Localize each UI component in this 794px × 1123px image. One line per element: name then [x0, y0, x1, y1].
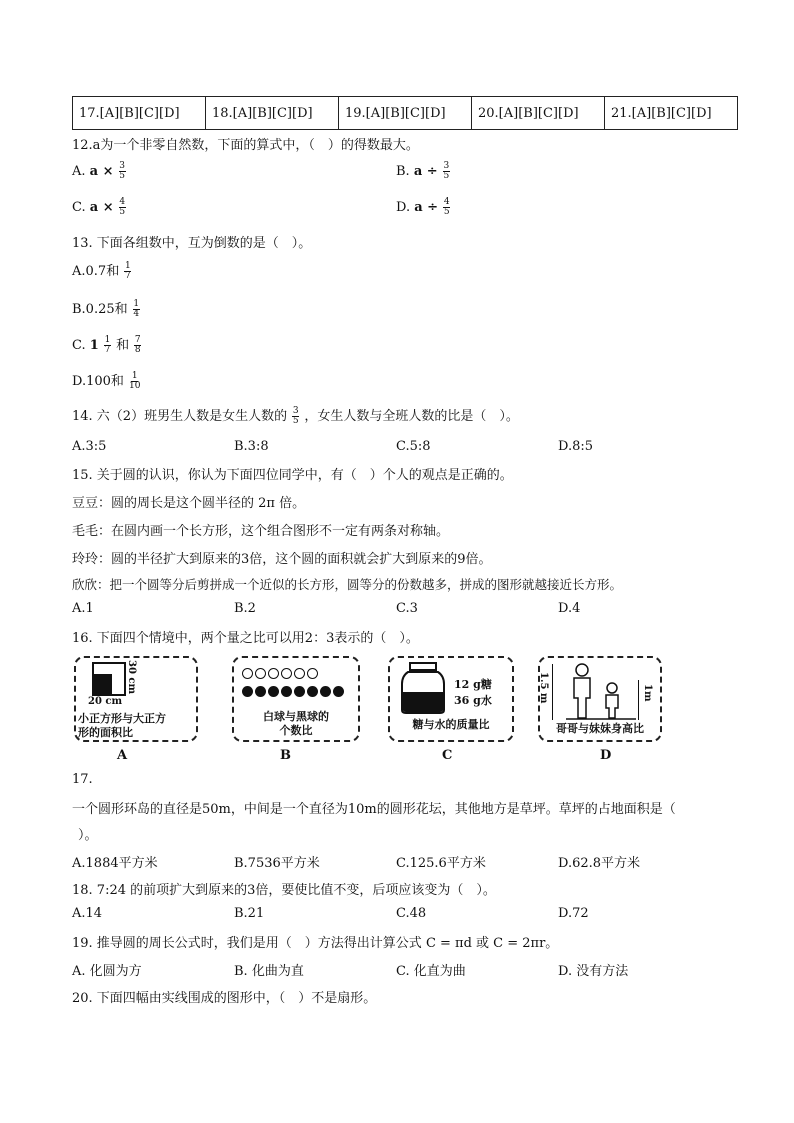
numerator: 3: [119, 161, 125, 171]
option-text: 和: [116, 338, 130, 353]
q18-stem: 18. 7:24 的前项扩大到原来的3倍，要使比值不变，后项应该变为（ ）。: [72, 883, 496, 898]
denominator: 5: [443, 207, 450, 217]
caption-line: 形的面积比: [78, 726, 133, 739]
q15-stem: 15. 关于圆的认识，你认为下面四位同学中，有（ ）个人的观点是正确的。: [72, 468, 513, 483]
option-text: B.0.25和: [72, 302, 128, 317]
height-line: [638, 680, 639, 720]
q15-option-a[interactable]: A.1: [72, 601, 94, 616]
height-label-sister: 1m: [642, 684, 653, 702]
numerator: 3: [443, 161, 450, 171]
q18-option-b[interactable]: B.21: [234, 906, 265, 921]
q13-option-d[interactable]: [72, 370, 142, 391]
scene-label-b: B: [280, 748, 291, 763]
scene-a-squares[interactable]: [74, 656, 198, 742]
fraction: [443, 198, 450, 217]
denominator: 10: [129, 381, 141, 391]
fraction: [292, 407, 299, 426]
q14-option-a[interactable]: A.3:5: [72, 439, 107, 454]
q16-stem: 16. 下面四个情境中，两个量之比可以用2：3表示的（ ）。: [72, 631, 419, 646]
answer-cell[interactable]: 18.[A][B][C][D]: [206, 97, 339, 130]
scene-label-a: A: [117, 748, 128, 763]
height-label: 30 cm: [126, 660, 137, 695]
option-expr: a ÷: [413, 164, 438, 179]
width-label: 20 cm: [88, 696, 123, 707]
option-expr: a ÷: [414, 200, 439, 215]
q20-stem: 20. 下面四幅由实线围成的图形中，（ ）不是扇形。: [72, 991, 377, 1006]
q12-option-d[interactable]: [396, 198, 451, 217]
sugar-label: 12 g糖: [454, 678, 492, 691]
mixed-whole: 1: [89, 338, 99, 353]
q17-stem: 一个圆形环岛的直径是50m，中间是一个直径为10m的圆形花坛，其他地方是草坪。草坪的占地面积是（: [72, 802, 676, 817]
scene-label-d: D: [600, 748, 612, 763]
denominator: 5: [119, 207, 126, 217]
q12-option-c[interactable]: [72, 198, 127, 217]
numerator: 1: [131, 371, 138, 381]
q17-option-a[interactable]: A.1884平方米: [72, 856, 158, 871]
q18-option-c[interactable]: C.48: [396, 906, 427, 921]
q19-option-d[interactable]: D. 没有方法: [558, 964, 629, 979]
numerator: 4: [443, 197, 450, 207]
q14-option-c[interactable]: C.5:8: [396, 439, 431, 454]
fraction: [104, 336, 111, 355]
q17-number: 17.: [72, 772, 93, 787]
fraction: [119, 198, 126, 217]
answer-cell[interactable]: 19.[A][B][C][D]: [339, 97, 472, 130]
q14-stem: [72, 405, 519, 426]
denominator: 5: [443, 171, 450, 181]
fraction: [119, 162, 126, 181]
numerator: 3: [292, 406, 299, 416]
q15-option-d[interactable]: D.4: [558, 601, 581, 616]
scene-c-jar[interactable]: [388, 656, 514, 742]
numerator: 4: [119, 197, 126, 207]
option-prefix: B.: [396, 164, 414, 179]
scene-label-c: C: [442, 748, 453, 763]
q19-option-b[interactable]: B. 化曲为直: [234, 964, 304, 979]
denominator: 7: [104, 345, 111, 355]
scene-b-balls[interactable]: [232, 656, 360, 742]
q15-statement: 玲玲：圆的半径扩大到原来的3倍，这个圆的面积就会扩大到原来的9倍。: [72, 552, 492, 567]
q18-option-d[interactable]: D.72: [558, 906, 589, 921]
numerator: 7: [134, 335, 141, 345]
denominator: 8: [134, 345, 141, 355]
option-expr: a ×: [89, 164, 114, 179]
numerator: 1: [124, 261, 131, 271]
q19-stem: 19. 推导圆的周长公式时，我们是用（ ）方法得出计算公式 C = πd 或 C = 2πr。: [72, 936, 559, 951]
water-label: 36 g水: [454, 694, 492, 707]
denominator: 5: [292, 416, 299, 426]
q15-statement: 毛毛：在圆内画一个长方形，这个组合图形不一定有两条对称轴。: [72, 524, 450, 539]
caption-line: 小正方形与大正方: [78, 712, 166, 725]
fraction: [129, 372, 140, 391]
answer-sheet-table: [72, 96, 738, 130]
q12-option-b[interactable]: [396, 162, 451, 181]
q14-option-d[interactable]: D.8:5: [558, 439, 594, 454]
stem-text: 14. 六（2）班男生人数是女生人数的: [72, 409, 288, 424]
q14-option-b[interactable]: B.3:8: [234, 439, 269, 454]
q18-option-a[interactable]: A.14: [72, 906, 103, 921]
q15-option-c[interactable]: C.3: [396, 601, 418, 616]
q19-option-c[interactable]: C. 化直为曲: [396, 964, 466, 979]
denominator: 4: [133, 309, 140, 319]
small-square: [92, 674, 112, 694]
option-text: A.0.7和: [72, 264, 120, 279]
numerator: 1: [104, 335, 111, 345]
fraction: [443, 162, 450, 181]
answer-cell[interactable]: 20.[A][B][C][D]: [472, 97, 605, 130]
option-expr: a ×: [89, 200, 114, 215]
q13-option-c[interactable]: [72, 334, 142, 355]
option-text: D.100和: [72, 374, 124, 389]
q15-statement: 欣欣：把一个圆等分后剪拼成一个近似的长方形，圆等分的份数越多，拼成的图形就越接近长方形。: [72, 577, 623, 592]
answer-cell[interactable]: 21.[A][B][C][D]: [605, 97, 738, 130]
q12-stem: 12.a为一个非零自然数，下面的算式中，（ ）的得数最大。: [72, 138, 419, 153]
option-prefix: D.: [396, 200, 415, 215]
q12-option-a[interactable]: [72, 162, 127, 181]
white-balls: [242, 668, 320, 683]
answer-cell[interactable]: 17.[A][B][C][D]: [73, 97, 206, 130]
q15-option-b[interactable]: B.2: [234, 601, 256, 616]
height-line: [552, 664, 553, 720]
denominator: 5: [119, 171, 125, 181]
caption-line: 个数比: [279, 724, 313, 737]
option-prefix: C.: [72, 200, 90, 215]
q17-option-c[interactable]: C.125.6平方米: [396, 856, 486, 871]
q17-option-d[interactable]: D.62.8平方米: [558, 856, 641, 871]
q13-option-a[interactable]: [72, 260, 132, 281]
caption-line: 哥哥与妹妹身高比: [556, 722, 644, 735]
stem-text: ，女生人数与全班人数的比是（ ）。: [304, 409, 519, 424]
black-balls: [242, 686, 346, 701]
caption-line: 糖与水的质量比: [412, 718, 490, 731]
q13-option-b[interactable]: [72, 298, 141, 319]
caption-line: 白球与黑球的: [263, 710, 329, 723]
q17-option-b[interactable]: B.7536平方米: [234, 856, 320, 871]
option-prefix: A.: [72, 164, 90, 179]
q13-stem: 13. 下面各组数中，互为倒数的是（ ）。: [72, 236, 312, 251]
option-text: C.: [72, 338, 90, 353]
numerator: 1: [133, 299, 140, 309]
height-label-brother: 1.5 m: [538, 672, 549, 704]
people-icon: [566, 662, 636, 720]
q19-option-a[interactable]: A. 化圆为方: [72, 964, 142, 979]
fraction: [134, 336, 141, 355]
q15-statement: 豆豆：圆的周长是这个圆半径的 2π 倍。: [72, 496, 306, 511]
q17-stem-end: ）。: [78, 828, 98, 843]
fraction: [133, 300, 140, 319]
denominator: 7: [124, 271, 131, 281]
scene-d-heights[interactable]: [538, 656, 662, 742]
jar-icon: [400, 662, 446, 714]
fraction: [124, 262, 131, 281]
